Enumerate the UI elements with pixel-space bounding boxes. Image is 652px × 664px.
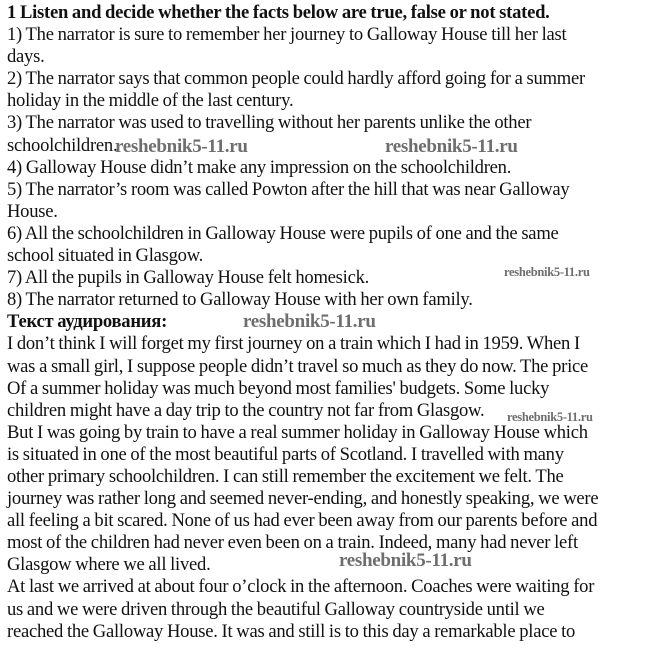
transcript-line-11-text: Glasgow where we all lived. — [7, 554, 211, 576]
statement-7-text: 7) All the pupils in Galloway House felt homesick. — [7, 267, 370, 289]
statement-6-line-1: 6) All the schoolchildren in Galloway House were pupils of one and the same — [7, 222, 559, 244]
statement-1-line-2: days. — [7, 46, 45, 68]
statement-8: 8) The narrator returned to Galloway House with her own family. — [7, 289, 473, 311]
statement-1-line-1: 1) The narrator is sure to remember her journey to Galloway House till her last — [7, 24, 567, 46]
transcript-line-4 — [7, 400, 652, 422]
transcript-line-10: most of the children had never even been on a train. Indeed, many had never left — [7, 532, 578, 554]
document — [7, 2, 652, 643]
transcript-line-9: all feeling a bit scared. None of us had ever been away from our parents before and — [7, 510, 598, 532]
statement-4: 4) Galloway House didn’t make any impression on the schoolchildren. — [7, 156, 512, 178]
transcript-line-3: Of a summer holiday was much beyond most families' budgets. Some lucky — [7, 377, 550, 399]
watermark: reshebnik5-11.ru — [115, 135, 248, 157]
watermark: reshebnik5-11.ru — [385, 135, 518, 157]
statement-3-line-2 — [7, 135, 652, 157]
transcript-line-7: other primary schoolchildren. I can still remember the excitement we felt. The — [7, 465, 564, 487]
statement-5-line-1: 5) The narrator’s room was called Powton after the hill that was near Galloway — [7, 178, 570, 200]
statement-2-line-2: holiday in the middle of the last century. — [7, 90, 294, 112]
transcript-heading-line — [7, 311, 652, 333]
transcript-line-14: reached the Galloway House. It was and still is to this day a remarkable place to — [7, 620, 576, 642]
transcript-line-5: But I was going by train to have a real summer holiday in Galloway House which — [7, 421, 588, 443]
transcript-heading: Текст аудирования: — [7, 311, 168, 333]
task-heading: 1 Listen and decide whether the facts below are true, false or not stated. — [7, 2, 550, 23]
transcript-line-8: journey was rather long and seemed never-ending, and honestly speaking, we were — [7, 488, 599, 510]
statement-5-line-2: House. — [7, 200, 58, 222]
statement-7 — [7, 267, 652, 289]
transcript-line-1: I don’t think I will forget my first journey on a train which I had in 1959. When I — [7, 333, 580, 355]
watermark: reshebnik5-11.ru — [243, 311, 376, 333]
transcript-line-12: At last we arrived at about four o’clock in the afternoon. Coaches were waiting for — [7, 576, 595, 598]
statement-6-line-2: school situated in Glasgow. — [7, 245, 204, 267]
transcript-line-11 — [7, 550, 652, 576]
statement-3-line-1: 3) The narrator was used to travelling without her parents unlike the other — [7, 112, 532, 134]
transcript-line-2: was a small girl, I suppose people didn’t travel so much as they do now. The price — [7, 355, 588, 377]
watermark: reshebnik5-11.ru — [504, 265, 590, 280]
transcript-line-4-text: children might have a day trip to the country not far from Glasgow. — [7, 399, 485, 421]
watermark: reshebnik5-11.ru — [507, 409, 593, 424]
transcript-line-6: is situated in one of the most beautiful parts of Scotland. I travelled with many — [7, 443, 564, 465]
statement-2-line-1: 2) The narrator says that common people could hardly afford going for a summer — [7, 68, 585, 90]
transcript-line-13: us and we were driven through the beautiful Galloway countryside until we — [7, 598, 545, 620]
watermark: reshebnik5-11.ru — [339, 550, 472, 572]
statement-3-text: schoolchildren. — [7, 134, 118, 156]
